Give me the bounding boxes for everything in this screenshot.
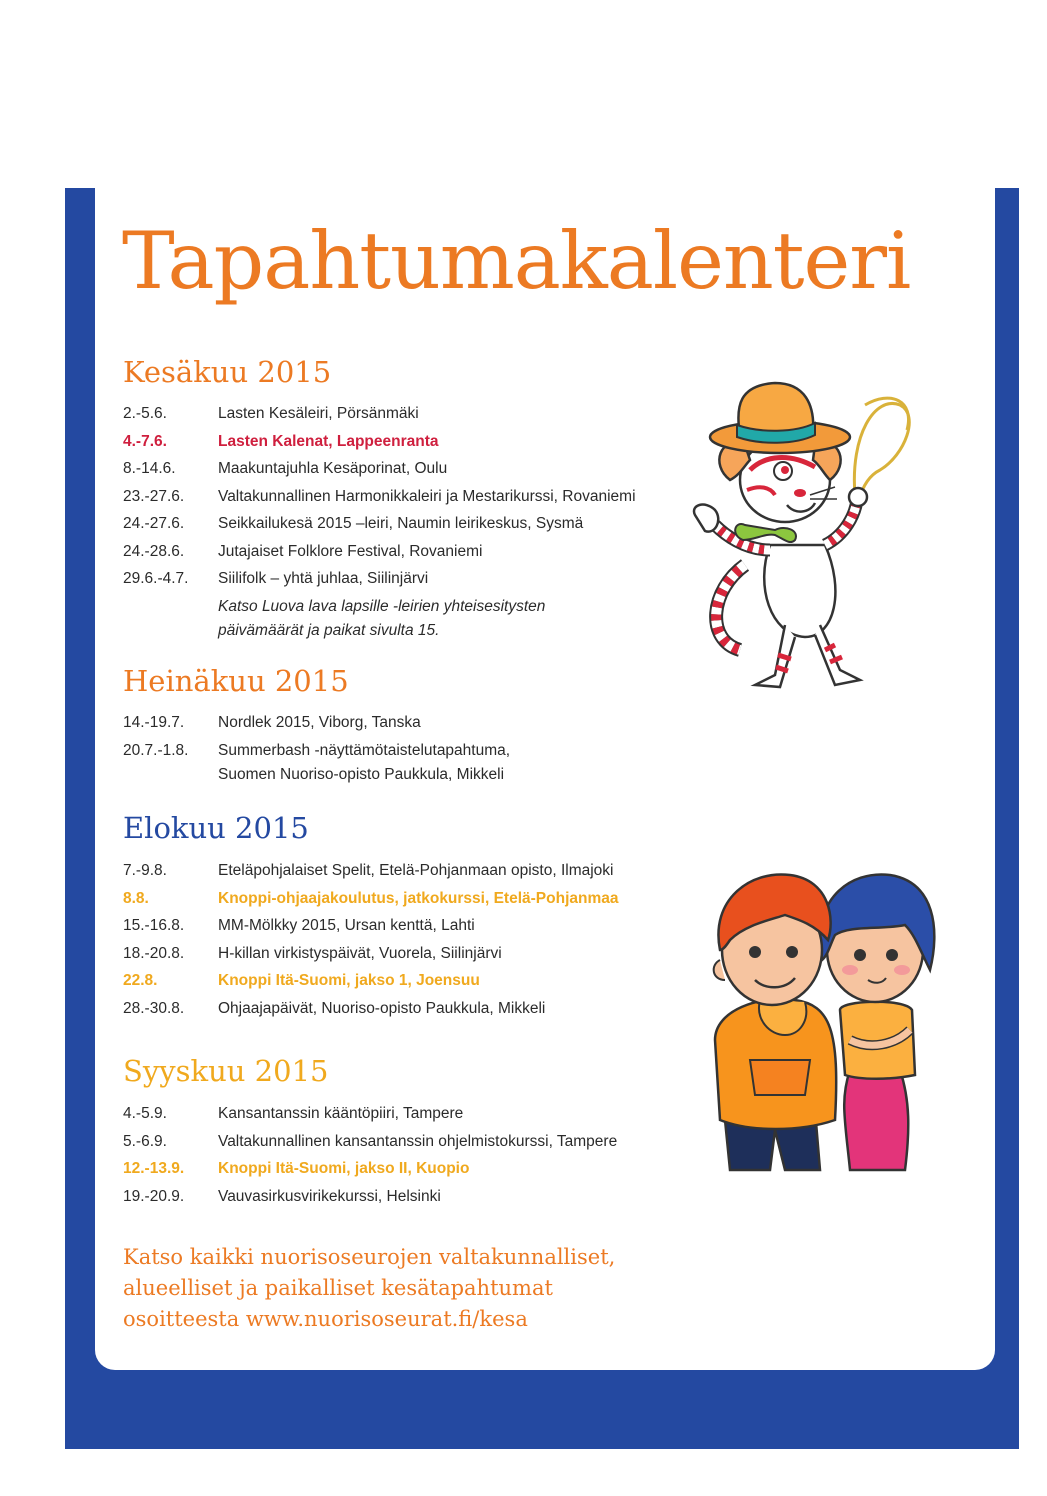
event-text: Ohjaajapäivät, Nuoriso-opisto Paukkula, Mikkeli	[218, 999, 546, 1017]
event-text: Knoppi Itä-Suomi, jakso 1, Joensuu	[218, 972, 480, 989]
event-date: 5.-6.9.	[123, 1132, 167, 1150]
event-date: 15.-16.8.	[123, 917, 185, 934]
event-text-line2: Suomen Nuoriso-opisto Paukkula, Mikkeli	[218, 765, 505, 783]
event-text: Valtakunnallinen kansantanssin ohjelmistokurssi, Tampere	[218, 1132, 618, 1150]
event-date: 18.-20.8.	[123, 944, 185, 962]
event-row	[123, 711, 510, 735]
footer-line: alueelliset ja paikalliset kesätapahtumat	[123, 1276, 553, 1300]
event-text: Vauvasirkusvirikekurssi, Helsinki	[218, 1187, 441, 1205]
event-list-kesakuu	[123, 402, 636, 595]
event-row	[123, 512, 636, 536]
event-date: 24.-27.6.	[123, 515, 185, 532]
event-row	[123, 567, 636, 591]
footer-text	[123, 1242, 615, 1335]
event-text: Knoppi Itä-Suomi, jakso II, Kuopio	[218, 1160, 470, 1177]
event-text: Lasten Kalenat, Lappeenranta	[218, 432, 439, 450]
event-text: Jutajaiset Folklore Festival, Rovaniemi	[218, 542, 483, 560]
event-date: 29.6.-4.7.	[123, 570, 189, 587]
event-row-highlight	[123, 887, 619, 911]
event-row	[123, 457, 636, 481]
two-kids-icon	[700, 870, 955, 1185]
event-row-highlight	[123, 1157, 617, 1181]
event-row	[123, 942, 619, 966]
event-row-highlight	[123, 969, 619, 993]
note-line: päivämäärät ja paikat sivulta 15.	[218, 622, 440, 639]
event-text: Seikkailukesä 2015 –leiri, Naumin leirikeskus, Sysmä	[218, 515, 584, 532]
month-heading-heinakuu: Heinäkuu 2015	[123, 664, 349, 698]
event-row	[123, 402, 636, 426]
event-row	[123, 1130, 617, 1154]
footer-line: Katso kaikki nuorisoseurojen valtakunnalliset,	[123, 1245, 616, 1269]
page-title: Tapahtumakalenteri	[122, 215, 911, 307]
event-row	[123, 1185, 617, 1209]
month-heading-syyskuu: Syyskuu 2015	[123, 1054, 329, 1088]
event-date: 24.-28.6.	[123, 542, 185, 560]
event-text: H-killan virkistyspäivät, Vuorela, Siilinjärvi	[218, 944, 502, 962]
event-date: 2.-5.6.	[123, 405, 167, 422]
month-heading-elokuu: Elokuu 2015	[123, 811, 309, 845]
event-date: 19.-20.9.	[123, 1187, 185, 1205]
footer-line: osoitteesta www.nuorisoseurat.fi/kesa	[123, 1307, 528, 1331]
event-text: Kansantanssin kääntöpiiri, Tampere	[218, 1105, 464, 1122]
event-date: 23.-27.6.	[123, 487, 185, 505]
event-row	[123, 859, 619, 883]
month-heading-kesakuu: Kesäkuu 2015	[123, 355, 332, 389]
event-row	[123, 485, 636, 509]
event-list-syyskuu	[123, 1102, 617, 1212]
event-text: Summerbash -näyttämötaistelutapahtuma,	[218, 741, 511, 759]
event-date: 28.-30.8.	[123, 999, 185, 1017]
event-text: Eteläpohjalaiset Spelit, Etelä-Pohjanmaan opisto, Ilmajoki	[218, 862, 614, 879]
event-text: Siilifolk – yhtä juhlaa, Siilinjärvi	[218, 570, 429, 587]
event-date: 8.-14.6.	[123, 460, 176, 477]
event-date: 12.-13.9.	[123, 1160, 185, 1177]
event-text: Knoppi-ohjaajakoulutus, jatkokurssi, Etelä-Pohjanmaa	[218, 889, 619, 907]
note-line: Katso Luova lava lapsille -leirien yhteisesitysten	[218, 598, 546, 615]
event-row	[123, 914, 619, 938]
event-row-highlight	[123, 430, 636, 454]
event-text: Lasten Kesäleiri, Pörsänmäki	[218, 405, 419, 422]
event-date: 8.8.	[123, 889, 149, 907]
event-row	[123, 540, 636, 564]
event-text: Maakuntajuhla Kesäporinat, Oulu	[218, 460, 448, 477]
event-row	[123, 1102, 617, 1126]
event-date: 20.7.-1.8.	[123, 741, 189, 759]
event-text: MM-Mölkky 2015, Ursan kenttä, Lahti	[218, 917, 475, 934]
event-text: Nordlek 2015, Viborg, Tanska	[218, 714, 421, 731]
event-text: Valtakunnallinen Harmonikkaleiri ja Mestarikurssi, Rovaniemi	[218, 487, 636, 505]
event-row	[123, 739, 510, 787]
event-row	[123, 997, 619, 1021]
event-list-heinakuu	[123, 711, 510, 790]
note-text	[218, 595, 545, 643]
event-date: 4.-7.6.	[123, 432, 167, 450]
event-date: 22.8.	[123, 972, 158, 989]
event-date: 4.-5.9.	[123, 1105, 167, 1122]
event-date: 14.-19.7.	[123, 714, 185, 731]
event-date: 7.-9.8.	[123, 862, 167, 879]
event-list-elokuu	[123, 859, 619, 1024]
cowboy-cat-icon	[675, 375, 915, 700]
